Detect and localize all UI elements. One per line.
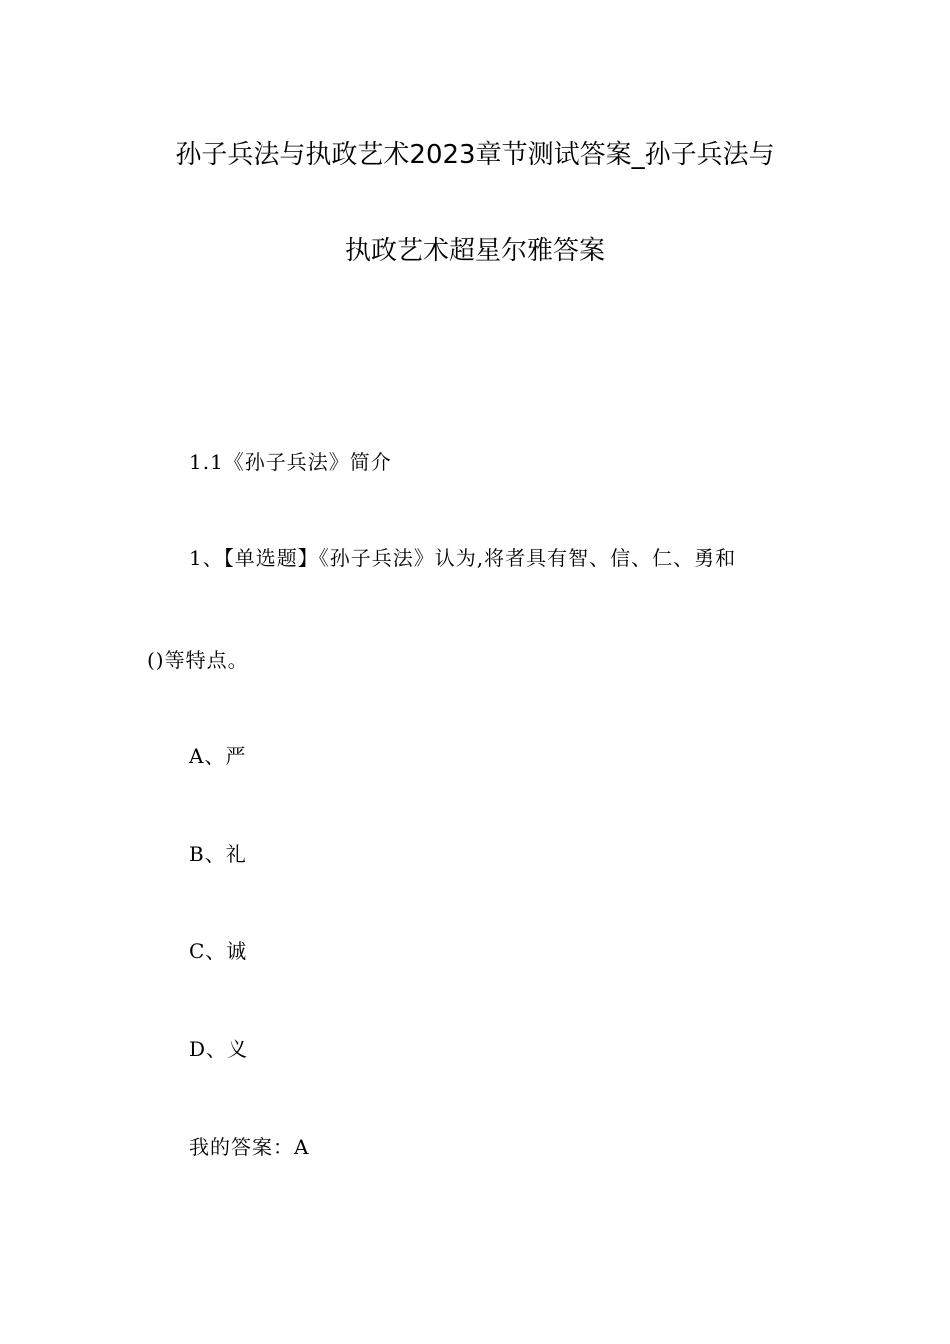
document-title-line-2: 执政艺术超星尔雅答案 — [344, 236, 605, 266]
my-answer: 我的答案：A — [189, 1135, 310, 1159]
question-text-line-2: ()等特点。 — [147, 648, 249, 672]
option-c: C、诚 — [189, 939, 248, 963]
option-b: B、礼 — [189, 842, 247, 866]
option-a: A、严 — [189, 744, 247, 768]
document-title-line-1: 孙子兵法与执政艺术2023章节测试答案_孙子兵法与 — [175, 140, 775, 170]
option-d: D、义 — [189, 1037, 249, 1061]
question-text-line-1: 1、【单选题】《孙子兵法》认为,将者具有智、信、仁、勇和 — [189, 546, 737, 570]
section-heading: 1.1《孙子兵法》简介 — [189, 450, 392, 474]
